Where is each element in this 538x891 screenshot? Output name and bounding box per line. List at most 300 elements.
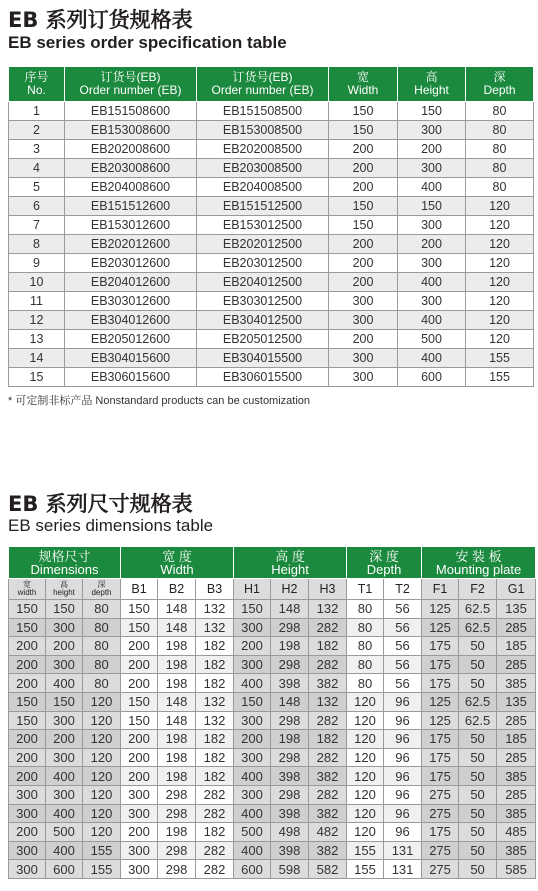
dim-table-row (9, 860, 536, 879)
dim-table-cell: 382 (309, 841, 347, 860)
order-table-cell: 500 (398, 330, 466, 349)
order-table-cell: 300 (398, 254, 466, 273)
dim-table-cell: 62.5 (459, 711, 497, 730)
order-table-cell: 200 (329, 235, 398, 254)
sub-header-t1: T1 (347, 579, 384, 600)
dim-table-cell: 80 (347, 637, 384, 656)
dim-table-cell: 175 (422, 748, 459, 767)
order-table-cell: EB303012500 (197, 292, 329, 311)
dim-table-title-cn: EB 系列尺寸规格表 (8, 492, 193, 516)
dim-table-cell: 300 (121, 804, 158, 823)
sub-header-b1: B1 (121, 579, 158, 600)
order-table-cell: 80 (466, 102, 534, 121)
dim-table-cell: 155 (347, 860, 384, 879)
order-table-cell: 8 (9, 235, 65, 254)
dim-table-cell: 200 (121, 655, 158, 674)
order-table-cell: 80 (466, 121, 534, 140)
order-table-cell: 7 (9, 216, 65, 235)
dim-table-cell: 300 (46, 711, 83, 730)
order-table-cell: 400 (398, 349, 466, 368)
order-table-cell: 80 (466, 178, 534, 197)
dim-table-row (9, 600, 536, 619)
order-table-row (9, 235, 534, 254)
dim-table-row (9, 655, 536, 674)
order-table-cell: 300 (398, 159, 466, 178)
order-table-cell: 12 (9, 311, 65, 330)
dim-table-cell: 400 (234, 841, 271, 860)
dim-table-cell: 50 (459, 637, 497, 656)
dim-table-cell: 56 (384, 637, 422, 656)
order-table-cell: EB304015600 (65, 349, 197, 368)
order-table-cell: 120 (466, 292, 534, 311)
sub-header-f2: F2 (459, 579, 497, 600)
dim-table-cell: 175 (422, 637, 459, 656)
dim-table-cell: 398 (271, 767, 309, 786)
order-table-cell: 150 (398, 197, 466, 216)
order-table-cell: EB303012600 (65, 292, 197, 311)
dim-table-cell: 298 (271, 618, 309, 637)
order-table-cell: 200 (398, 140, 466, 159)
dim-table-cell: 200 (234, 730, 271, 749)
dim-table-cell: 80 (347, 600, 384, 619)
order-table-row (9, 178, 534, 197)
dim-table-cell: 182 (196, 637, 234, 656)
dim-table-cell: 198 (158, 655, 196, 674)
dim-table-cell: 132 (196, 692, 234, 711)
order-table-cell: 200 (329, 254, 398, 273)
dim-table-cell: 120 (347, 711, 384, 730)
dim-table-cell: 56 (384, 655, 422, 674)
order-table-cell: 1 (9, 102, 65, 121)
dim-table-cell: 198 (271, 637, 309, 656)
dim-table-cell: 300 (9, 860, 46, 879)
dim-table-cell: 198 (158, 823, 196, 842)
order-table-cell: 14 (9, 349, 65, 368)
order-table-cell: 120 (466, 216, 534, 235)
dim-table-cell: 96 (384, 692, 422, 711)
dim-table-cell: 148 (158, 618, 196, 637)
dim-table-cell: 80 (83, 637, 121, 656)
dim-table-cell: 96 (384, 767, 422, 786)
order-table-cell: 15 (9, 368, 65, 387)
order-table-title-cn: EB 系列订货规格表 (8, 8, 193, 32)
dim-table-cell: 285 (497, 618, 536, 637)
dim-table-cell: 500 (234, 823, 271, 842)
dim-table-cell: 120 (83, 823, 121, 842)
dim-table-cell: 300 (121, 785, 158, 804)
order-table-cell: EB202008600 (65, 140, 197, 159)
group-depth: 深 度 Depth (347, 547, 422, 579)
dim-table-cell: 131 (384, 841, 422, 860)
dim-table-cell: 400 (46, 804, 83, 823)
dim-table-cell: 175 (422, 823, 459, 842)
dim-table-row (9, 748, 536, 767)
dim-table-cell: 285 (497, 748, 536, 767)
dim-table-cell: 300 (234, 711, 271, 730)
dim-table-cell: 175 (422, 655, 459, 674)
order-table-cell: 300 (329, 349, 398, 368)
dim-table-cell: 125 (422, 600, 459, 619)
order-table-cell: 150 (329, 102, 398, 121)
order-table-cell: 120 (466, 254, 534, 273)
dim-table-cell: 300 (46, 618, 83, 637)
dim-table-cell: 385 (497, 841, 536, 860)
dim-table-cell: 285 (497, 785, 536, 804)
dim-table-cell: 182 (196, 767, 234, 786)
dim-table-cell: 300 (9, 804, 46, 823)
order-table-row (9, 102, 534, 121)
order-table-cell: 155 (466, 368, 534, 387)
order-table-cell: 80 (466, 140, 534, 159)
dim-table-cell: 132 (309, 600, 347, 619)
dim-table-cell: 185 (497, 730, 536, 749)
order-table-cell: 300 (398, 121, 466, 140)
dim-table-cell: 175 (422, 767, 459, 786)
order-table-cell: 120 (466, 273, 534, 292)
order-table-cell: 9 (9, 254, 65, 273)
order-table-cell: 155 (466, 349, 534, 368)
dim-table-cell: 62.5 (459, 618, 497, 637)
dim-table-cell: 298 (158, 860, 196, 879)
order-table-cell: 200 (329, 330, 398, 349)
dim-table-cell: 175 (422, 674, 459, 693)
dim-table-cell: 148 (271, 600, 309, 619)
dim-table-cell: 62.5 (459, 600, 497, 619)
dim-table-cell: 282 (309, 748, 347, 767)
dim-table-cell: 198 (271, 730, 309, 749)
order-table-cell: 300 (329, 368, 398, 387)
dim-table-cell: 400 (234, 804, 271, 823)
order-table-cell: 3 (9, 140, 65, 159)
dim-table-cell: 300 (46, 785, 83, 804)
order-table-cell: 6 (9, 197, 65, 216)
order-table-row (9, 140, 534, 159)
dim-table-cell: 148 (271, 692, 309, 711)
order-table-row (9, 273, 534, 292)
dim-table-cell: 400 (234, 767, 271, 786)
dim-table-row (9, 841, 536, 860)
customization-footnote: * 可定制非标产品 Nonstandard products can be customization (8, 395, 311, 407)
dim-table-row (9, 692, 536, 711)
dim-table-cell: 298 (158, 804, 196, 823)
dim-table-cell: 131 (384, 860, 422, 879)
order-table-cell: EB306015600 (65, 368, 197, 387)
order-table-cell: 400 (398, 311, 466, 330)
dim-table-cell: 120 (83, 804, 121, 823)
dim-table-cell: 282 (196, 804, 234, 823)
dim-table-cell: 150 (9, 711, 46, 730)
order-table-cell: 600 (398, 368, 466, 387)
dim-table-cell: 198 (158, 767, 196, 786)
dim-table-cell: 400 (46, 767, 83, 786)
dim-table-cell: 282 (196, 841, 234, 860)
dim-table-cell: 298 (271, 748, 309, 767)
dim-table-cell: 200 (9, 767, 46, 786)
sub-header-h2: H2 (271, 579, 309, 600)
order-table-cell: 13 (9, 330, 65, 349)
dim-table-cell: 600 (234, 860, 271, 879)
header-order-number-1: 订货号(EB) Order number (EB) (65, 67, 197, 102)
dim-table-cell: 200 (9, 655, 46, 674)
dim-table-cell: 80 (347, 655, 384, 674)
dim-table-cell: 182 (196, 655, 234, 674)
order-table-cell: EB203008600 (65, 159, 197, 178)
order-table-cell: EB304012500 (197, 311, 329, 330)
dim-table-row (9, 804, 536, 823)
order-table-cell: EB153008500 (197, 121, 329, 140)
dim-table-row (9, 637, 536, 656)
sub-header-depth: 深 depth (83, 579, 121, 600)
dim-table-row (9, 618, 536, 637)
dim-table-cell: 398 (271, 804, 309, 823)
order-table-row (9, 159, 534, 178)
dim-table-cell: 120 (83, 748, 121, 767)
order-table-row (9, 197, 534, 216)
dim-table-row (9, 674, 536, 693)
order-table-row (9, 216, 534, 235)
dim-table-cell: 56 (384, 618, 422, 637)
dim-group-header-row (9, 547, 536, 579)
order-table-cell: 5 (9, 178, 65, 197)
dim-table-cell: 125 (422, 618, 459, 637)
dim-table-cell: 120 (347, 823, 384, 842)
dim-table-cell: 200 (234, 637, 271, 656)
dim-table-cell: 200 (9, 823, 46, 842)
order-table-cell: 150 (329, 121, 398, 140)
order-table-cell: EB153012600 (65, 216, 197, 235)
dim-table-cell: 150 (121, 618, 158, 637)
dim-table-cell: 498 (271, 823, 309, 842)
dim-table-row (9, 711, 536, 730)
order-specification-table (8, 66, 534, 387)
dim-table-cell: 275 (422, 785, 459, 804)
dim-table-cell: 300 (9, 785, 46, 804)
order-table-cell: EB304012600 (65, 311, 197, 330)
dim-table-cell: 200 (46, 730, 83, 749)
order-table-cell: 300 (398, 216, 466, 235)
dim-table-cell: 385 (497, 674, 536, 693)
dim-table-row (9, 823, 536, 842)
dim-table-cell: 50 (459, 730, 497, 749)
order-table-title-en: EB series order specification table (8, 33, 287, 52)
order-table-cell: EB203012600 (65, 254, 197, 273)
order-table-row (9, 349, 534, 368)
header-width: 宽 Width (329, 67, 398, 102)
order-table-cell: 150 (329, 197, 398, 216)
dim-table-cell: 382 (309, 767, 347, 786)
order-table-row (9, 254, 534, 273)
dim-table-cell: 300 (234, 655, 271, 674)
dim-table-cell: 96 (384, 804, 422, 823)
dim-table-cell: 200 (9, 730, 46, 749)
dim-table-cell: 200 (121, 748, 158, 767)
dim-table-cell: 382 (309, 674, 347, 693)
dim-table-cell: 120 (83, 711, 121, 730)
dim-table-cell: 50 (459, 674, 497, 693)
order-table-cell: 150 (398, 102, 466, 121)
order-table-cell: EB202012600 (65, 235, 197, 254)
order-table-cell: EB205012500 (197, 330, 329, 349)
dim-table-cell: 182 (196, 823, 234, 842)
order-table-cell: EB153012500 (197, 216, 329, 235)
dim-table-cell: 300 (46, 655, 83, 674)
order-table-cell: EB304015500 (197, 349, 329, 368)
dim-table-row (9, 767, 536, 786)
dim-table-cell: 298 (271, 655, 309, 674)
dim-table-cell: 198 (158, 730, 196, 749)
dim-table-cell: 282 (309, 711, 347, 730)
dim-table-cell: 120 (347, 730, 384, 749)
order-table-cell: 200 (329, 178, 398, 197)
order-table-cell: 300 (329, 311, 398, 330)
order-table-cell: 80 (466, 159, 534, 178)
dim-table-cell: 56 (384, 674, 422, 693)
dim-table-cell: 120 (347, 748, 384, 767)
order-table-row (9, 311, 534, 330)
dim-table-cell: 62.5 (459, 692, 497, 711)
dim-table-cell: 150 (234, 692, 271, 711)
dim-table-cell: 80 (347, 618, 384, 637)
dim-table-cell: 300 (234, 618, 271, 637)
dim-table-cell: 96 (384, 730, 422, 749)
order-table-cell: EB204012500 (197, 273, 329, 292)
group-width: 宽 度 Width (121, 547, 234, 579)
dim-table-cell: 300 (121, 860, 158, 879)
sub-header-b2: B2 (158, 579, 196, 600)
dim-table-cell: 298 (271, 785, 309, 804)
dim-table-cell: 120 (83, 692, 121, 711)
dim-table-cell: 120 (83, 785, 121, 804)
order-table-cell: EB203008500 (197, 159, 329, 178)
dim-table-cell: 50 (459, 655, 497, 674)
dim-table-cell: 598 (271, 860, 309, 879)
order-table-cell: EB151508600 (65, 102, 197, 121)
dim-table-cell: 300 (121, 841, 158, 860)
dim-table-cell: 400 (46, 841, 83, 860)
dim-table-cell: 132 (309, 692, 347, 711)
dim-table-cell: 132 (196, 600, 234, 619)
dim-table-cell: 80 (83, 600, 121, 619)
sub-header-height: 高 height (46, 579, 83, 600)
dim-table-cell: 80 (347, 674, 384, 693)
dim-table-cell: 300 (234, 785, 271, 804)
dim-table-cell: 182 (196, 748, 234, 767)
dim-table-cell: 298 (158, 785, 196, 804)
dim-table-cell: 80 (83, 618, 121, 637)
sub-header-h3: H3 (309, 579, 347, 600)
dim-table-row (9, 785, 536, 804)
dim-table-cell: 150 (121, 600, 158, 619)
sub-header-width: 宽 width (9, 579, 46, 600)
order-table-cell: 400 (398, 178, 466, 197)
header-order-number-2: 订货号(EB) Order number (EB) (197, 67, 329, 102)
dim-table-cell: 50 (459, 785, 497, 804)
dim-table-cell: 585 (497, 860, 536, 879)
dim-table-cell: 50 (459, 748, 497, 767)
order-table-cell: EB151512600 (65, 197, 197, 216)
dim-table-cell: 500 (46, 823, 83, 842)
order-table-cell: 200 (329, 140, 398, 159)
dim-table-cell: 200 (121, 767, 158, 786)
dim-table-cell: 200 (121, 674, 158, 693)
dim-sub-header-row (9, 579, 536, 600)
order-table-cell: 200 (398, 235, 466, 254)
order-table-cell: EB151508500 (197, 102, 329, 121)
dim-table-cell: 298 (271, 711, 309, 730)
dim-table-cell: 50 (459, 841, 497, 860)
order-table-header-row (9, 67, 534, 102)
dim-table-cell: 150 (9, 692, 46, 711)
order-table-row (9, 368, 534, 387)
order-table-row (9, 330, 534, 349)
dim-table-cell: 182 (309, 730, 347, 749)
order-table-cell: EB153008600 (65, 121, 197, 140)
dim-table-cell: 200 (121, 637, 158, 656)
dim-table-cell: 400 (46, 674, 83, 693)
dim-table-cell: 600 (46, 860, 83, 879)
dim-table-cell: 282 (309, 785, 347, 804)
dim-table-cell: 200 (121, 730, 158, 749)
order-table-cell: EB204008500 (197, 178, 329, 197)
sub-header-f1: F1 (422, 579, 459, 600)
dim-table-cell: 200 (121, 823, 158, 842)
dim-table-cell: 382 (309, 804, 347, 823)
order-table-cell: 150 (329, 216, 398, 235)
dim-table-cell: 282 (309, 655, 347, 674)
dim-table-cell: 300 (46, 748, 83, 767)
group-dimensions: 规格尺寸 Dimensions (9, 547, 121, 579)
order-table-cell: 4 (9, 159, 65, 178)
dim-table-cell: 150 (121, 711, 158, 730)
dim-table-cell: 300 (234, 748, 271, 767)
sub-header-b3: B3 (196, 579, 234, 600)
dim-table-cell: 96 (384, 748, 422, 767)
dim-table-cell: 298 (158, 841, 196, 860)
dim-table-cell: 120 (347, 785, 384, 804)
dim-table-cell: 182 (196, 674, 234, 693)
order-table-cell: EB151512500 (197, 197, 329, 216)
dim-table-cell: 200 (9, 674, 46, 693)
order-table-cell: 120 (466, 235, 534, 254)
dim-table-cell: 275 (422, 841, 459, 860)
dim-table-cell: 185 (497, 637, 536, 656)
dim-table-cell: 398 (271, 674, 309, 693)
dim-table-title-en: EB series dimensions table (8, 516, 214, 535)
dim-table-cell: 50 (459, 804, 497, 823)
order-table-cell: 120 (466, 311, 534, 330)
order-table-cell: 10 (9, 273, 65, 292)
dim-table-cell: 120 (83, 767, 121, 786)
header-height: 高 Height (398, 67, 466, 102)
dim-table-cell: 300 (9, 841, 46, 860)
dim-table-cell: 285 (497, 655, 536, 674)
dim-table-cell: 275 (422, 804, 459, 823)
order-table-cell: 300 (329, 292, 398, 311)
dim-table-cell: 182 (309, 637, 347, 656)
dim-table-cell: 148 (158, 692, 196, 711)
dim-table-cell: 398 (271, 841, 309, 860)
dim-table-cell: 385 (497, 767, 536, 786)
dim-table-cell: 400 (234, 674, 271, 693)
dim-table-row (9, 730, 536, 749)
dim-table-cell: 150 (9, 618, 46, 637)
dim-table-cell: 285 (497, 711, 536, 730)
dim-table-cell: 200 (9, 748, 46, 767)
dim-table-cell: 96 (384, 823, 422, 842)
dim-table-cell: 50 (459, 860, 497, 879)
dim-table-cell: 120 (347, 692, 384, 711)
order-table-cell: EB202012500 (197, 235, 329, 254)
